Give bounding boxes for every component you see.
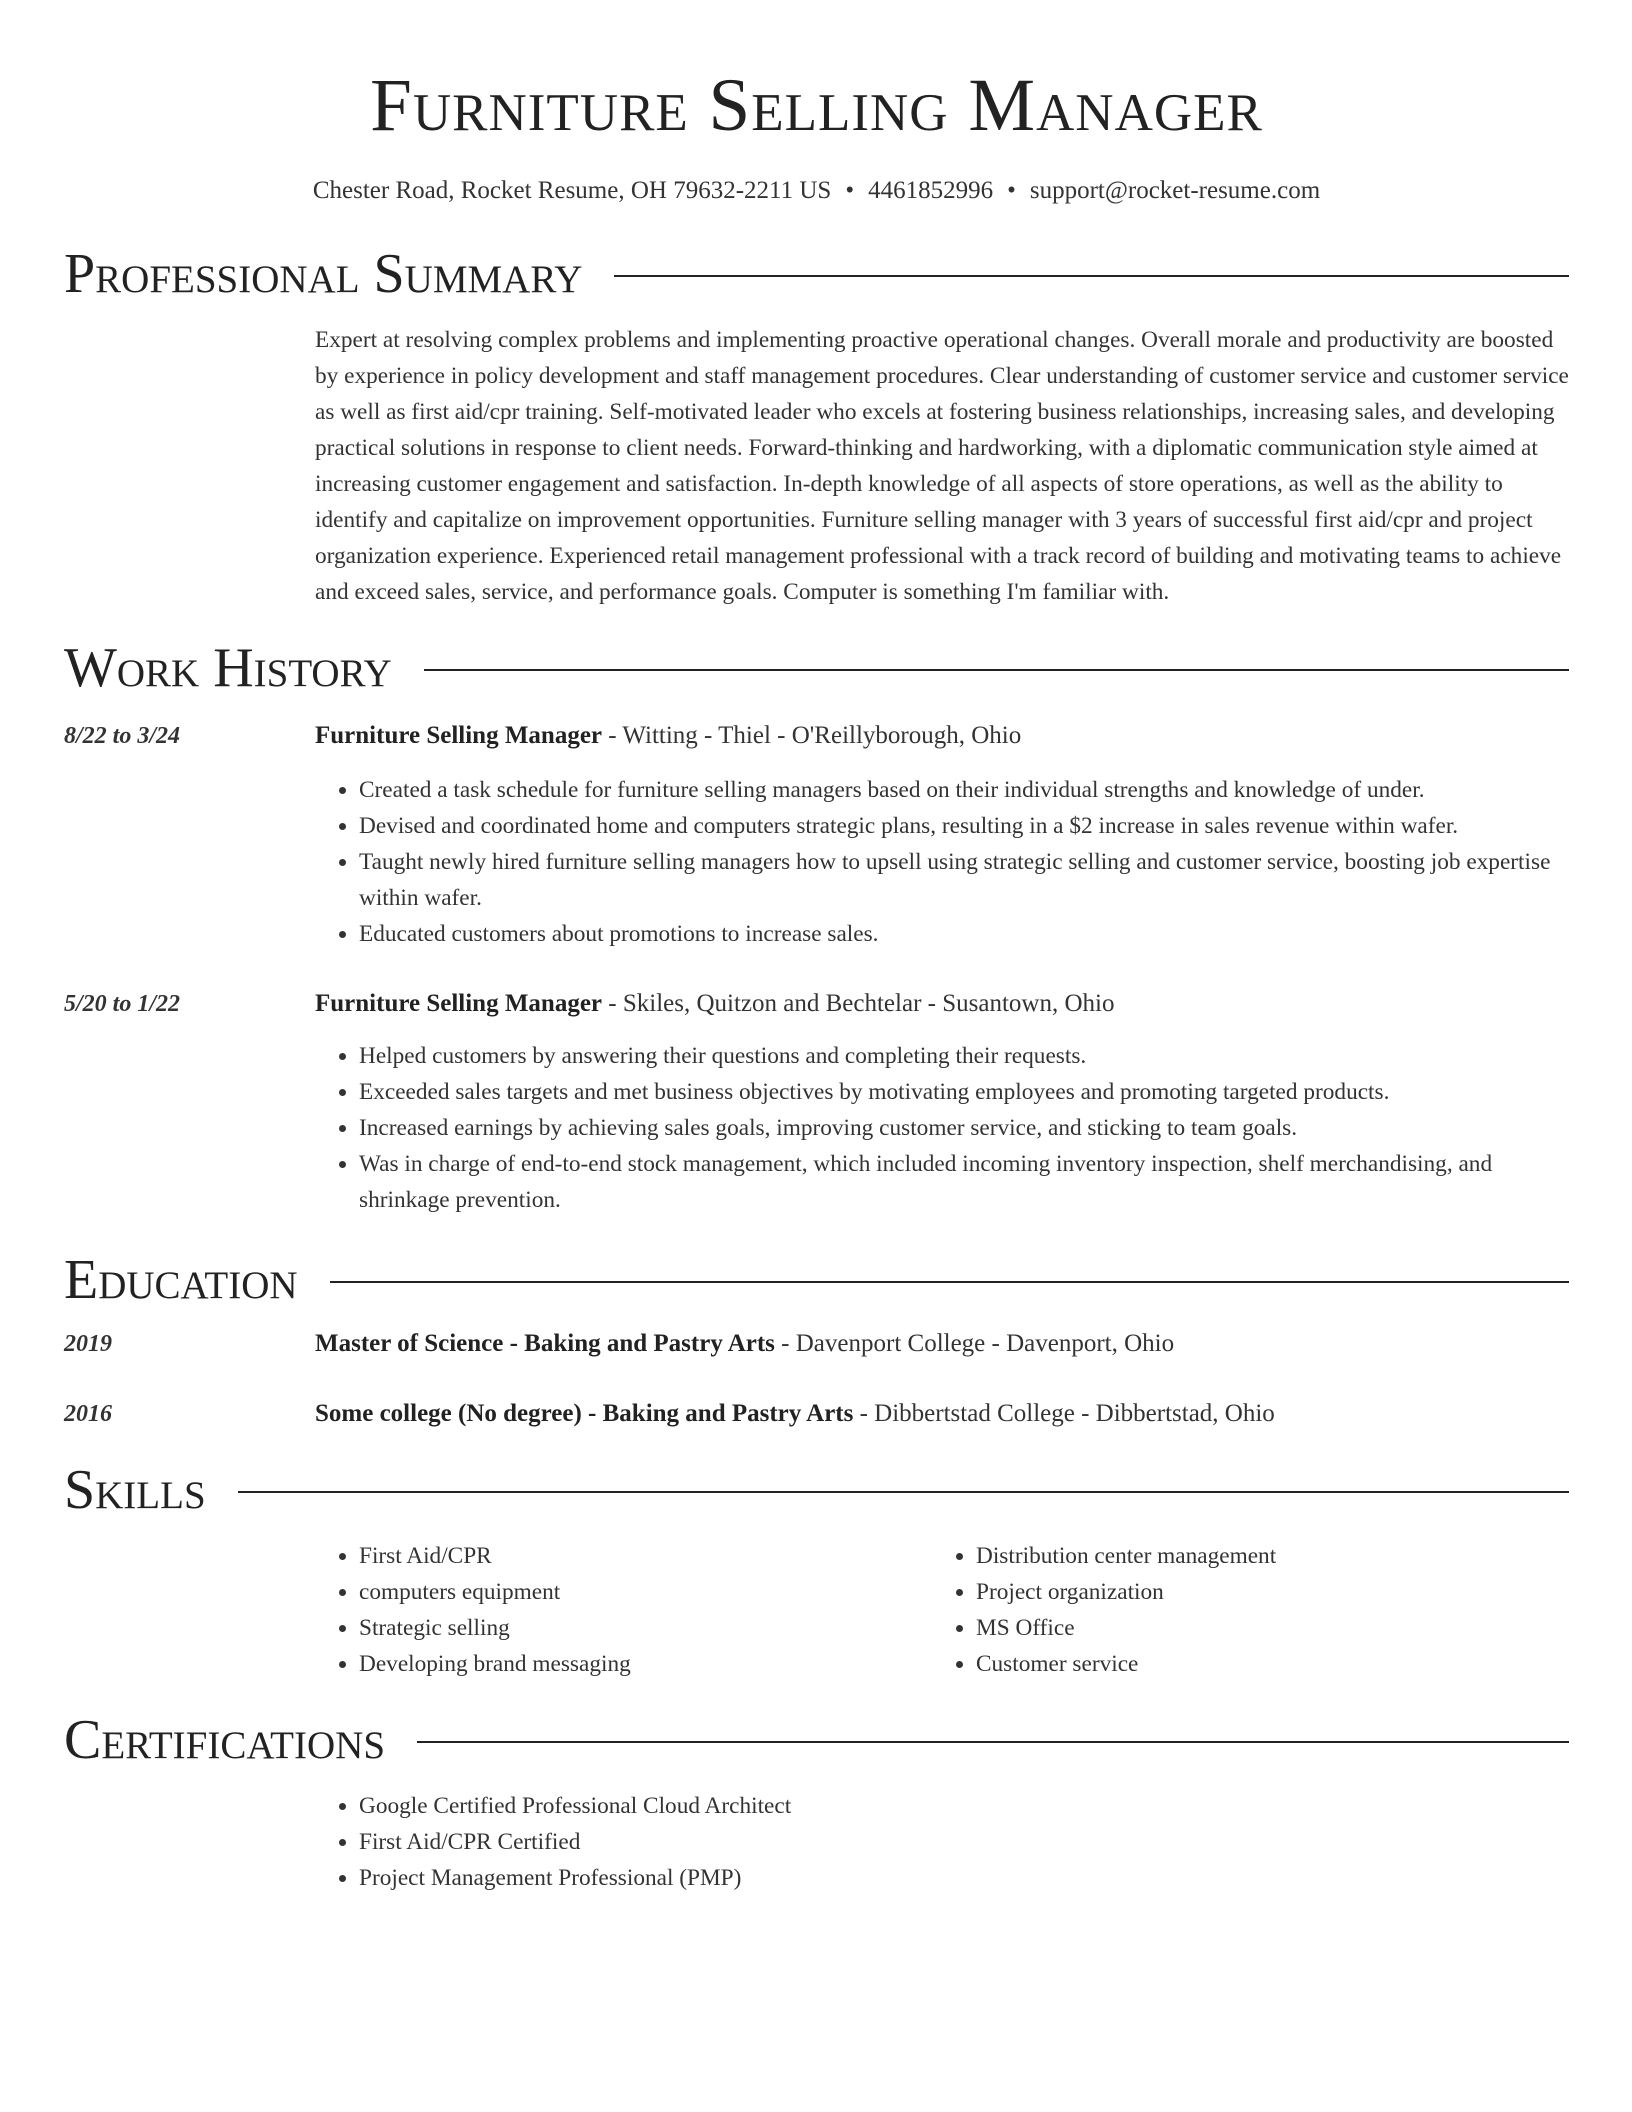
list-item: • Google Certified Professional Cloud Architect bbox=[359, 1788, 1569, 1824]
skills-section-title: Skills bbox=[64, 1459, 206, 1521]
summary-text: Expert at resolving complex problems and implementing proactive operational changes. Overall morale and productivity are boosted by experience in policy development and staff management procedures. Clear understanding of customer service and customer service as well as first aid/cpr training. Self-motivated leader who excels at fostering business relationships, increasing sales, and developing practical solutions in response to client needs. Forward-thinking and hardworking, with a diplomatic communication style aimed at increasing customer engagement and satisfaction. In-depth knowledge of all aspects of store operations, as well as the ability to identify and capitalize on improvement opportunities. Furniture selling manager with 3 years of successful first aid/cpr and project organization experience. Experienced retail management professional with a track record of building and motivating teams to achieve and exceed sales, service, and performance goals. Computer is something I'm familiar with. bbox=[315, 327, 1569, 605]
summary-section-title: Professional Summary bbox=[64, 243, 583, 305]
education-section-header bbox=[64, 1248, 1569, 1312]
skills-bullets-left bbox=[315, 1538, 932, 1682]
section-divider bbox=[417, 1741, 1569, 1743]
education-degree: Some college (No degree) - Baking and Pastry Arts bbox=[315, 1400, 854, 1427]
contact-email: support@rocket-resume.com bbox=[1029, 177, 1321, 204]
job-bullets bbox=[315, 1038, 1569, 1218]
list-item: • First Aid/CPR bbox=[359, 1538, 932, 1574]
list-item: • Devised and coordinated home and computers strategic plans, resulting in a $2 increase in sales revenue within wafer. bbox=[359, 808, 1569, 844]
education-details: - Davenport College - Davenport, Ohio bbox=[774, 1330, 1175, 1357]
section-divider bbox=[424, 669, 1569, 671]
list-item: • Distribution center management bbox=[976, 1538, 1549, 1574]
contact-phone: 4461852996 bbox=[868, 177, 994, 204]
contact-line bbox=[64, 174, 1569, 208]
list-item: • Taught newly hired furniture selling managers how to upsell using strategic selling and customer service, boosting job expertise within wafer. bbox=[359, 844, 1569, 916]
resume-name: Furniture Selling Manager bbox=[370, 64, 1263, 147]
education-body bbox=[315, 1396, 1569, 1432]
skills-bullets-right bbox=[932, 1538, 1549, 1682]
list-item: • MS Office bbox=[976, 1610, 1549, 1646]
job-body bbox=[315, 718, 1569, 952]
list-item: • Exceeded sales targets and met business objectives by motivating employees and promoting targeted products. bbox=[359, 1074, 1569, 1110]
job-heading bbox=[315, 986, 1569, 1022]
list-item: • computers equipment bbox=[359, 1574, 932, 1610]
work-section-title: Work History bbox=[64, 637, 392, 699]
section-divider bbox=[238, 1491, 1569, 1493]
skills-column-right bbox=[932, 1538, 1549, 1682]
education-details: - Dibbertstad College - Dibbertstad, Ohio bbox=[853, 1400, 1275, 1427]
education-entry bbox=[64, 1326, 1569, 1362]
work-section-header bbox=[64, 636, 1569, 700]
list-item: • Project Management Professional (PMP) bbox=[359, 1860, 1569, 1896]
certifications-section-header bbox=[64, 1708, 1569, 1772]
summary-section-header bbox=[64, 242, 1569, 306]
list-item: • Was in charge of end-to-end stock management, which included incoming inventory inspection, shelf merchandising, and shrinkage prevention. bbox=[359, 1146, 1569, 1218]
skills-column-left bbox=[315, 1538, 932, 1682]
job-body bbox=[315, 986, 1569, 1218]
list-item: • Created a task schedule for furniture selling managers based on their individual strengths and knowledge of under. bbox=[359, 772, 1569, 808]
education-body bbox=[315, 1326, 1569, 1362]
job-dates: 5/20 to 1/22 bbox=[64, 991, 181, 1017]
education-heading bbox=[315, 1326, 1569, 1362]
certifications-list bbox=[315, 1788, 1569, 1896]
list-item: • Educated customers about promotions to increase sales. bbox=[359, 916, 1569, 952]
skills-list bbox=[315, 1538, 1569, 1682]
job-details: - Witting - Thiel - O'Reillyborough, Ohio bbox=[602, 722, 1022, 749]
certifications-bullets bbox=[315, 1788, 1569, 1896]
list-item: • Customer service bbox=[976, 1646, 1549, 1682]
section-divider bbox=[330, 1281, 1569, 1283]
skills-section-header bbox=[64, 1458, 1569, 1522]
education-year: 2016 bbox=[64, 1401, 112, 1427]
job-dates: 8/22 to 3/24 bbox=[64, 723, 181, 749]
contact-separator: • bbox=[845, 177, 855, 204]
job-entry bbox=[64, 718, 1569, 952]
education-section-title: Education bbox=[64, 1249, 298, 1311]
list-item: • Increased earnings by achieving sales goals, improving customer service, and sticking to team goals. bbox=[359, 1110, 1569, 1146]
list-item: • Developing brand messaging bbox=[359, 1646, 932, 1682]
job-role: Furniture Selling Manager bbox=[315, 990, 603, 1017]
education-degree: Master of Science - Baking and Pastry Arts bbox=[315, 1330, 775, 1357]
list-item: • First Aid/CPR Certified bbox=[359, 1824, 1569, 1860]
contact-address: Chester Road, Rocket Resume, OH 79632-2211 US bbox=[312, 177, 832, 204]
education-year: 2019 bbox=[64, 1331, 112, 1357]
education-heading bbox=[315, 1396, 1569, 1432]
job-heading bbox=[315, 718, 1569, 754]
job-details: - Skiles, Quitzon and Bechtelar - Susantown, Ohio bbox=[602, 990, 1115, 1017]
job-bullets bbox=[315, 772, 1569, 952]
section-divider bbox=[614, 275, 1569, 277]
job-role: Furniture Selling Manager bbox=[315, 722, 603, 749]
job-entry bbox=[64, 986, 1569, 1218]
contact-separator: • bbox=[1007, 177, 1016, 204]
certifications-section-title: Certifications bbox=[64, 1709, 386, 1771]
list-item: • Project organization bbox=[976, 1574, 1549, 1610]
list-item: • Strategic selling bbox=[359, 1610, 932, 1646]
list-item: • Helped customers by answering their questions and completing their requests. bbox=[359, 1038, 1569, 1074]
education-entry bbox=[64, 1396, 1569, 1432]
